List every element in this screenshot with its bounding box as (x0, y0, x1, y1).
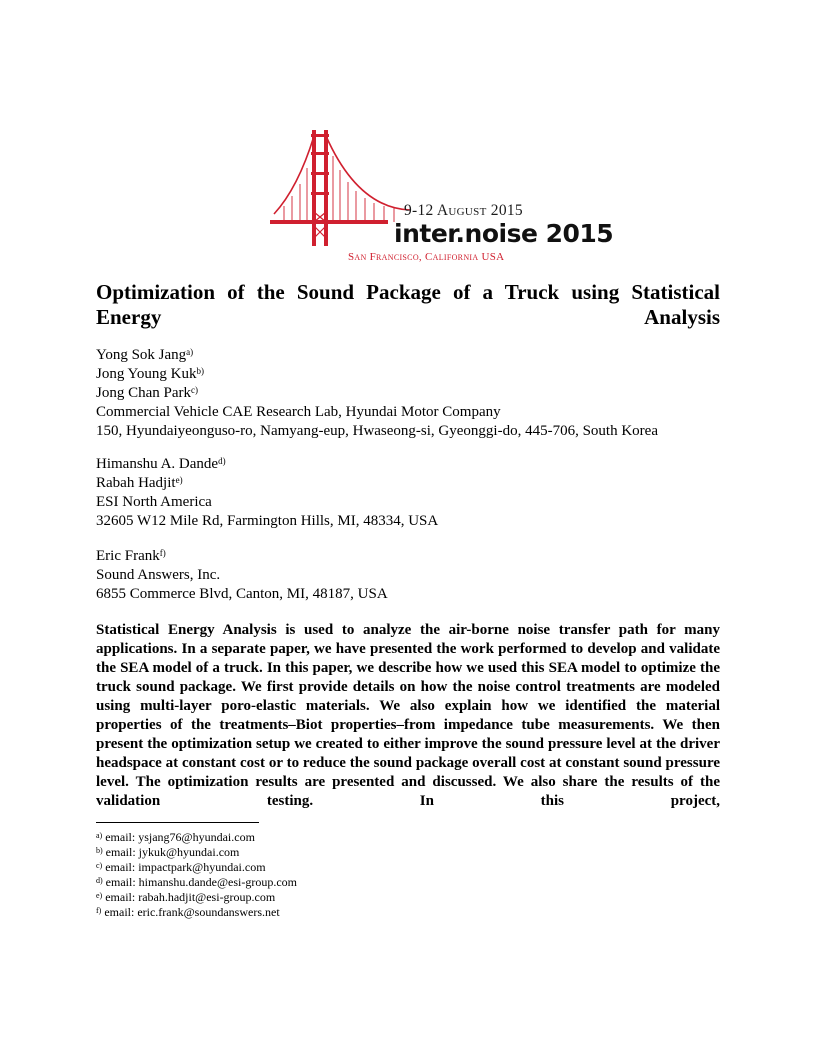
author-name: Eric Frank (96, 548, 160, 564)
author-line (96, 365, 658, 384)
footnote (96, 890, 297, 905)
author-mark: d) (218, 456, 226, 466)
footnote (96, 845, 297, 860)
footnote-email: email: rabah.hadjit@esi-group.com (105, 890, 276, 904)
author-group-3 (96, 547, 388, 604)
affiliation: Sound Answers, Inc. (96, 567, 221, 583)
paper-title: Optimization of the Sound Package of a Truck using Statistical Energy Analysis (96, 280, 720, 329)
address: 6855 Commerce Blvd, Canton, MI, 48187, USA (96, 586, 388, 602)
footnote-divider (96, 822, 259, 823)
conference-dates: 9-12 August 2015 (404, 202, 523, 219)
author-mark: f) (159, 548, 166, 558)
footnote (96, 860, 297, 875)
abstract: Statistical Energy Analysis is used to analyze the air-borne noise transfer path for many applications. In a separate paper, we have presented the work performed to develop and validate the SEA model of a truck. In this paper, we describe how we used this SEA model to optimize the truck sound package. We first provide details on how the noise control treatments are modeled using multi-layer poro-elastic materials. We also explain how we identified the material properties of the treatments–Biot properties–from impedance tube measurements. We then present the optimization setup we created to either improve the sound pressure level at the driver headspace at constant cost or to reduce the sound package overall cost at constant sound pressure level. The optimization results are presented and discussed. We also share the results of the validation testing. In this project, (96, 622, 720, 809)
footnote-email: email: impactpark@hyundai.com (105, 860, 266, 874)
author-name: Jong Young Kuk (96, 366, 197, 382)
author-mark: b) (196, 366, 204, 376)
author-line (96, 346, 658, 365)
author-mark: a) (186, 347, 194, 357)
footnote-email: email: jykuk@hyundai.com (105, 845, 240, 859)
address: 150, Hyundaiyeonguso-ro, Namyang-eup, Hwaseong-si, Gyeonggi-do, 445-706, South Korea (96, 423, 658, 439)
footnote (96, 875, 297, 890)
footnote-mark: a) (96, 831, 103, 840)
author-name: Jong Chan Park (96, 385, 191, 401)
author-line (96, 474, 438, 493)
conference-location: San Francisco, California USA (348, 251, 505, 263)
author-mark: c) (191, 385, 198, 395)
footnote-mark: b) (96, 846, 103, 855)
affiliation: ESI North America (96, 494, 212, 510)
author-line (96, 384, 658, 403)
footnote-email: email: ysjang76@hyundai.com (105, 830, 255, 844)
author-mark: e) (175, 475, 183, 485)
footnote (96, 830, 297, 845)
conference-logo (270, 126, 614, 268)
author-group-1 (96, 346, 658, 441)
author-line (96, 547, 388, 566)
footnote (96, 905, 297, 920)
footnote-email: email: eric.frank@soundanswers.net (104, 905, 280, 919)
footnote-mark: f) (96, 906, 102, 915)
author-name: Rabah Hadjit (96, 475, 176, 491)
author-name: Yong Sok Jang (96, 347, 187, 363)
footnote-email: email: himanshu.dande@esi-group.com (105, 875, 298, 889)
author-name: Himanshu A. Dande (96, 456, 219, 472)
conference-name: inter.noise 2015 (394, 219, 614, 248)
footnote-mark: d) (96, 876, 103, 885)
address: 32605 W12 Mile Rd, Farmington Hills, MI, 48334, USA (96, 513, 439, 529)
footnote-mark: e) (96, 891, 103, 900)
author-group-2 (96, 455, 438, 531)
affiliation: Commercial Vehicle CAE Research Lab, Hyundai Motor Company (96, 404, 501, 420)
author-line (96, 455, 438, 474)
footnote-mark: c) (96, 861, 103, 870)
footnotes (96, 830, 297, 920)
